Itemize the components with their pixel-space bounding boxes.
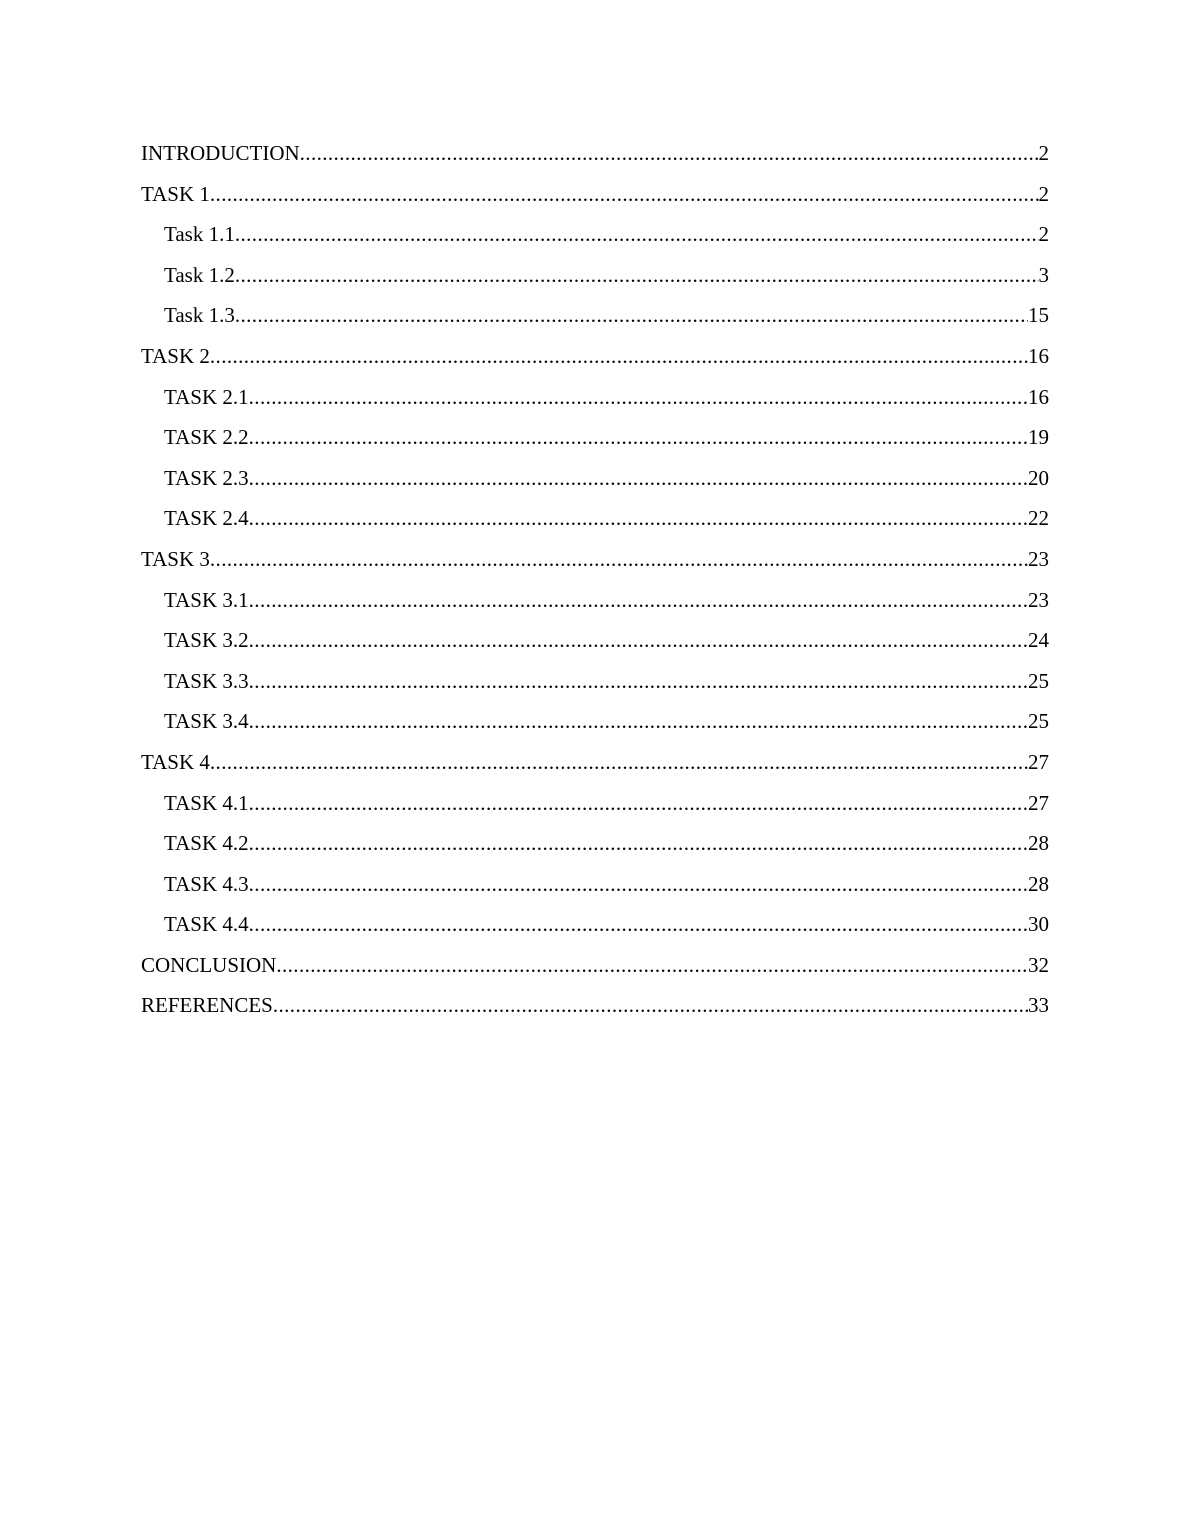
toc-dot-leader xyxy=(210,539,1028,580)
toc-page-number: 3 xyxy=(1038,262,1049,287)
toc-entry-title: Task 1.2 xyxy=(164,262,235,287)
toc-entry-title: TASK 2.1 xyxy=(164,384,249,409)
toc-page-number: 2 xyxy=(1038,141,1049,165)
toc-page-number: 27 xyxy=(1028,790,1049,815)
toc-entry-task-4-4[interactable] xyxy=(141,904,1049,945)
toc-page-number: 27 xyxy=(1028,749,1049,774)
toc-page-number: 25 xyxy=(1028,709,1049,734)
toc-dot-leader xyxy=(249,458,1028,499)
table-of-contents xyxy=(141,133,1049,1026)
toc-entry-task-4-1[interactable] xyxy=(141,783,1049,824)
toc-dot-leader xyxy=(235,295,1028,336)
toc-entry-title: CONCLUSION xyxy=(141,952,277,977)
toc-dot-leader xyxy=(249,783,1028,824)
toc-entry-task-1-1[interactable] xyxy=(141,214,1049,255)
toc-entry-task-3[interactable] xyxy=(141,539,1049,580)
toc-entry-title: REFERENCES xyxy=(141,993,273,1018)
toc-page-number: 28 xyxy=(1028,831,1049,856)
toc-entry-task-1-2[interactable] xyxy=(141,255,1049,296)
toc-entry-title: TASK 4.4 xyxy=(164,912,249,937)
toc-entry-introduction[interactable] xyxy=(141,133,1049,174)
toc-page-number: 28 xyxy=(1028,871,1049,896)
toc-dot-leader xyxy=(249,498,1028,539)
toc-entry-title: TASK 4.3 xyxy=(164,871,249,896)
toc-entry-task-2-3[interactable] xyxy=(141,458,1049,499)
toc-dot-leader xyxy=(235,255,1039,296)
toc-entry-task-2-1[interactable] xyxy=(141,377,1049,418)
toc-page-number: 16 xyxy=(1028,343,1049,368)
toc-entry-title: TASK 2.4 xyxy=(164,506,249,531)
toc-entry-title: TASK 3.4 xyxy=(164,709,249,734)
toc-entry-title: TASK 4.1 xyxy=(164,790,249,815)
toc-entry-task-2-4[interactable] xyxy=(141,498,1049,539)
toc-entry-title: TASK 2 xyxy=(141,343,210,368)
toc-entry-task-4-3[interactable] xyxy=(141,864,1049,905)
toc-dot-leader xyxy=(249,580,1028,621)
toc-dot-leader xyxy=(210,336,1028,377)
toc-page-number: 23 xyxy=(1028,546,1049,571)
toc-page-number: 22 xyxy=(1028,506,1049,531)
toc-entry-title: TASK 3.1 xyxy=(164,587,249,612)
toc-entry-title: TASK 3 xyxy=(141,546,210,571)
toc-page-number: 20 xyxy=(1028,465,1049,490)
toc-dot-leader xyxy=(249,377,1028,418)
toc-entry-title: Task 1.3 xyxy=(164,303,235,328)
toc-dot-leader xyxy=(249,620,1028,661)
toc-dot-leader xyxy=(210,742,1028,783)
toc-dot-leader xyxy=(249,701,1028,742)
toc-dot-leader xyxy=(210,174,1039,215)
toc-entry-task-2[interactable] xyxy=(141,336,1049,377)
toc-entry-conclusion[interactable] xyxy=(141,945,1049,986)
toc-page-number: 33 xyxy=(1028,993,1049,1018)
toc-page-number: 30 xyxy=(1028,912,1049,937)
toc-dot-leader xyxy=(249,661,1028,702)
toc-dot-leader xyxy=(300,133,1039,174)
toc-page-number: 32 xyxy=(1028,952,1049,977)
toc-entry-task-3-2[interactable] xyxy=(141,620,1049,661)
toc-entry-title: TASK 3.2 xyxy=(164,628,249,653)
toc-dot-leader xyxy=(249,823,1028,864)
toc-entry-title: TASK 1 xyxy=(141,181,210,206)
toc-dot-leader xyxy=(249,417,1028,458)
toc-entry-title: TASK 2.2 xyxy=(164,425,249,450)
toc-entry-task-1[interactable] xyxy=(141,174,1049,215)
toc-entry-task-4-2[interactable] xyxy=(141,823,1049,864)
toc-page-number: 16 xyxy=(1028,384,1049,409)
toc-entry-task-3-3[interactable] xyxy=(141,661,1049,702)
toc-entry-title: TASK 4.2 xyxy=(164,831,249,856)
toc-page-number: 19 xyxy=(1028,425,1049,450)
toc-dot-leader xyxy=(276,945,1028,986)
toc-entry-references[interactable] xyxy=(141,985,1049,1026)
toc-page-number: 2 xyxy=(1038,222,1049,247)
toc-page-number: 15 xyxy=(1028,303,1049,328)
toc-dot-leader xyxy=(235,214,1039,255)
toc-entry-title: INTRODUCTION xyxy=(141,141,300,165)
toc-page-number: 23 xyxy=(1028,587,1049,612)
toc-entry-task-4[interactable] xyxy=(141,742,1049,783)
toc-entry-task-1-3[interactable] xyxy=(141,295,1049,336)
toc-dot-leader xyxy=(249,864,1028,905)
toc-entry-task-3-1[interactable] xyxy=(141,580,1049,621)
toc-entry-title: TASK 3.3 xyxy=(164,668,249,693)
toc-page-number: 24 xyxy=(1028,628,1049,653)
toc-page-number: 25 xyxy=(1028,668,1049,693)
toc-dot-leader xyxy=(273,985,1028,1026)
toc-entry-task-3-4[interactable] xyxy=(141,701,1049,742)
toc-dot-leader xyxy=(249,904,1028,945)
toc-entry-title: TASK 4 xyxy=(141,749,210,774)
toc-page-number: 2 xyxy=(1038,181,1049,206)
toc-entry-title: Task 1.1 xyxy=(164,222,235,247)
toc-entry-task-2-2[interactable] xyxy=(141,417,1049,458)
toc-entry-title: TASK 2.3 xyxy=(164,465,249,490)
